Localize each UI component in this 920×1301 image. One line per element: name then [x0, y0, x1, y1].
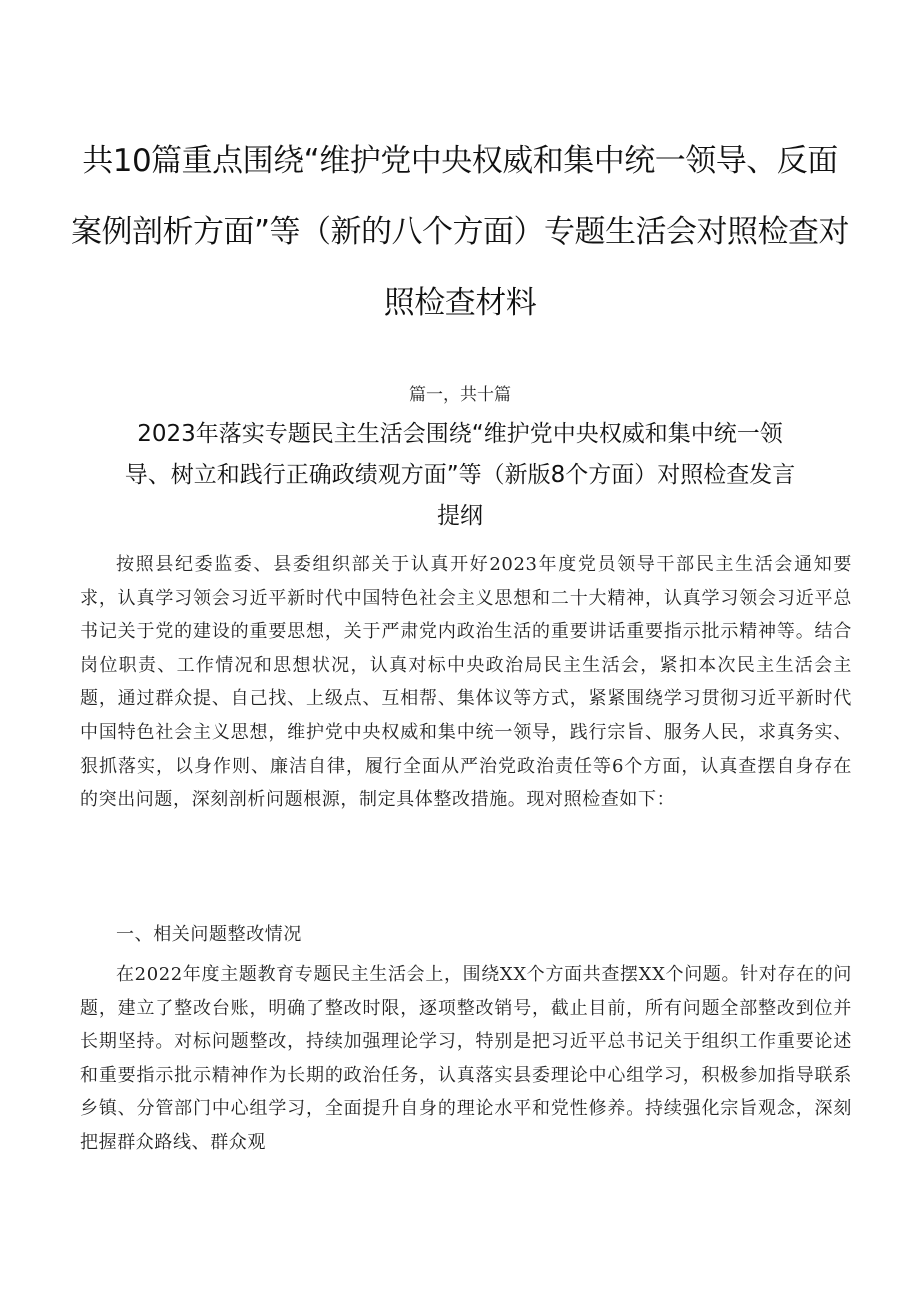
section-heading: 一、相关问题整改情况 — [116, 924, 302, 945]
document-main-title: 共10篇重点围绕“维护党中央权威和集中统一领导、反面案例剖析方面”等（新的八个方面）专题生活会对照检查对照检查材料 — [70, 143, 850, 321]
body-paragraph: 在2022年度主题教育专题民主生活会上，围绕XX个方面共查摆XX个问题。针对存在的问题，建立了整改台账，明确了整改时限，逐项整改销号，截止目前，所有问题全部整改到位并长期坚持。对标问题整改，持续加强理论学习，特别是把习近平总书记关于组织工作重要论述和重要指示批示精神作为长期的政治任务，认真落实县委理论中心组学习，积极参加指导联系乡镇、分管部门中心组学习，全面提升自身的理论水平和党性修养。持续强化宗旨观念，深刻把握群众路线、群众观 — [80, 964, 852, 1153]
body-paragraph: 按照县纪委监委、县委组织部关于认真开好2023年度党员领导干部民主生活会通知要求，认真学习领会习近平新时代中国特色社会主义思想和二十大精神，认真学习领会习近平总书记关于党的建设的重要思想，关于严肃党内政治生活的重要讲话重要指示批示精神等。结合岗位职责、工作情况和思想状况，认真对标中央政治局民主生活会，紧扣本次民主生活会主题，通过群众提、自己找、上级点、互相帮、集体议等方式，紧紧围绕学习贯彻习近平新时代中国特色社会主义思想，维护党中央权威和集中统一领导，践行宗旨、服务人民，求真务实、狠抓落实，以身作则、廉洁自律，履行全面从严治党政治责任等6个方面，认真查摆自身存在的突出问题，深刻剖析问题根源，制定具体整改措施。现对照检查如下： — [80, 554, 852, 811]
article-title: 2023年落实专题民主生活会围绕“维护党中央权威和集中统一领导、树立和践行正确政绩观方面”等（新版8个方面）对照检查发言提纲 — [124, 421, 796, 529]
section-label: 篇一，共十篇 — [409, 385, 511, 405]
